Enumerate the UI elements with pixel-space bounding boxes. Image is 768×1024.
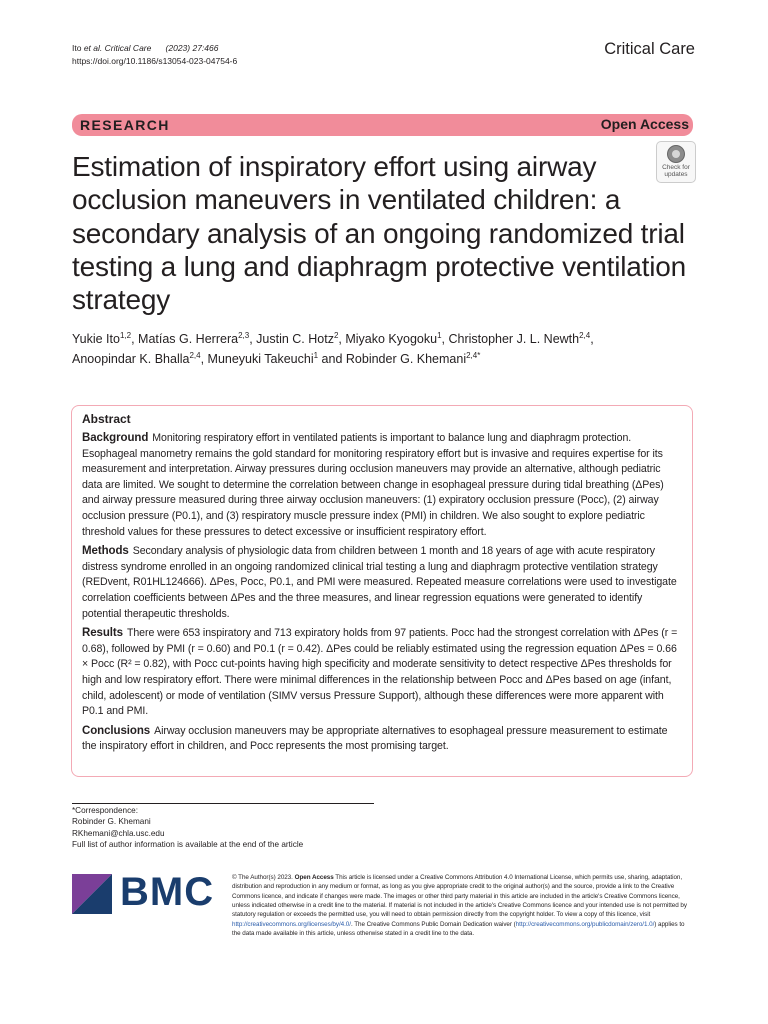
- research-banner: [72, 114, 693, 136]
- author-info-note: Full list of author information is available at the end of the article: [72, 840, 304, 850]
- abstract-results: [82, 626, 683, 720]
- section-text: Monitoring respiratory effort in ventilated patients is important to balance lung and diaphragm protection. Esophageal manometry remains the gold standard for monitoring respiratory effort but is invasive and requires expertise for its measurement and interpretation. Airway pressures during occlusion maneuvers may provide an alternative, although pediatric data are limited. We sought to determine the correlation between change in esophageal pressure during tidal breathing (ΔPes) and airway pressure measured during three airway occlusion maneuvers: (1) expiratory occlusion pressure (Pocc), (2) airway occlusion pressure (P0.1), and (3) respiratory muscle pressure index (PMI) in children. We also sought to explore pediatric threshold values for these pressures to detect excessive or insufficient respiratory effort.: [82, 432, 664, 538]
- correspondence-name: Robinder G. Khemani: [72, 817, 151, 827]
- citation-authors: Ito: [72, 43, 84, 53]
- author[interactable]: Anoopindar K. Bhalla$^{2,4}$: [72, 350, 201, 366]
- section-text: Secondary analysis of physiologic data from children between 1 month and 18 years of age with acute respiratory distress syndrome enrolled in an ongoing randomized clinical trial testing a lung and diaphragm protective ventilation strategy (REDvent, R01HL124666). ΔPes, Pocc, P0.1, and PMI were measured. Repeated measure correlations were used to investigate correlation coefficients between ΔPes and the three measures, and linear regression equations were generated to identify potential therapeutic thresholds.: [82, 545, 677, 620]
- section-label: Background: [82, 432, 149, 444]
- author[interactable]: Robinder G. Khemani$^{2,4*}$: [345, 350, 481, 366]
- open-access-label: Open Access: [600, 116, 689, 132]
- article-title: Estimation of inspiratory effort using airway occlusion maneuvers in ventilated children: a secondary analysis of an ongoing randomized trial testing a lung and diaphragm protective ventilation strategy: [72, 151, 686, 316]
- abstract-methods: [82, 544, 683, 622]
- correspondence-email[interactable]: RKhemani@chla.usc.edu: [72, 828, 165, 838]
- article-type-label: RESEARCH: [80, 117, 170, 133]
- correspondence-block: [72, 805, 303, 851]
- author[interactable]: Christopher J. L. Newth$^{2,4}$: [448, 330, 591, 346]
- journal-name: Critical Care: [604, 40, 695, 58]
- citation-header: [72, 42, 237, 68]
- check-updates-line1: Check for: [662, 164, 690, 171]
- author[interactable]: Yukie Ito$^{1,2}$: [72, 330, 132, 346]
- abstract-background: [82, 431, 683, 540]
- citation-journal: et al. Critical Care: [83, 43, 152, 53]
- section-label: Methods: [82, 545, 129, 558]
- license-notice: © The Author(s) 2023. Open Access This article is licensed under a Creative Commons Attribution 4.0 International License, which permits use, sharing, adaptation, distribution and reproduction in any medium or format, as long as you give appropriate credit to the original author(s) and the source, provide a link to the Creative Commons licence, and indicate if changes were made. The images or other third party material in this article are included in the article's Creative Commons licence, unless indicated otherwise in a credit line to the material. If material is not included in the article's Creative Commons licence and your intended use is not permitted by statutory regulation or exceeds the permitted use, you will need to obtain permission directly from the copyright holder. To view a copy of this licence, visit http://creativecommons.org/licenses/by/4.0/. The Creative Commons Public Domain Dedication waiver (http://creativecommons.org/publicdomain/zero/1.0/) applies to the data made available in this article, unless otherwise stated in a credit line to the data.: [232, 874, 687, 938]
- abstract-heading: Abstract: [82, 412, 131, 426]
- bmc-logo-text: BMC: [120, 870, 215, 914]
- citation-year: (2023) 27:466: [165, 43, 219, 53]
- section-label: Conclusions: [82, 724, 151, 737]
- author[interactable]: Matías G. Herrera$^{2,3}$: [138, 330, 250, 346]
- cc-zero-link[interactable]: http://creativecommons.org/publicdomain/zero/1.0/: [515, 920, 655, 928]
- correspondence-label: *Correspondence:: [72, 806, 138, 815]
- author-list: Yukie Ito$^{1,2}$, Matías G. Herrera$^{2,3}$, Justin C. Hotz$^2$, Miyako Kyogoku$^1$, Christopher J. L. Newth$^{2,4}$, Anoopindar K. Bhalla$^{2,4}$, Muneyuki Takeuchi$^1$ and Robinder G. Khemani$^{2,4*}$: [72, 330, 594, 366]
- citation-line: [72, 42, 237, 55]
- doi-link[interactable]: https://doi.org/10.1186/s13054-023-04754-6: [72, 56, 238, 66]
- section-text: There were 653 inspiratory and 713 expiratory holds from 97 patients. Pocc had the strongest correlation with ΔPes (r = 0.68), followed by PMI (r = 0.60) and P0.1 (r = 0.42). ΔPes could be reliably estimated using the regression equation ΔPes = 0.66 × Pocc (R² = 0.82), with Pocc cut-points having high specificity and moderate sensitivity to detect respective ΔPes thresholds for high and low respiratory effort. There were minimal differences in the relationship between Pocc and ΔPes based on age (infant, child, adolescent) or mode of ventilation (SIMV versus Pressure Support), although these differences were more apparent with P0.1 and PMI.: [82, 627, 678, 718]
- bmc-logo-icon: [72, 874, 112, 914]
- author[interactable]: Muneyuki Takeuchi$^1$: [207, 350, 319, 366]
- author[interactable]: Miyako Kyogoku$^1$: [345, 330, 442, 346]
- license-open-access: Open Access: [294, 874, 334, 881]
- cc-by-link[interactable]: http://creativecommons.org/licenses/by/4.0/: [232, 920, 351, 928]
- footnote-divider: [72, 803, 374, 804]
- check-updates-line2: updates: [664, 171, 688, 178]
- author[interactable]: Justin C. Hotz$^2$: [256, 330, 339, 346]
- abstract-box: [71, 405, 693, 777]
- bmc-logo[interactable]: [72, 870, 215, 914]
- section-text: Airway occlusion maneuvers may be appropriate alternatives to esophageal pressure measurement to estimate the inspiratory effort in children, and Pocc represents the most promising target.: [82, 724, 668, 753]
- abstract-conclusions: [82, 724, 683, 755]
- section-label: Results: [82, 627, 123, 640]
